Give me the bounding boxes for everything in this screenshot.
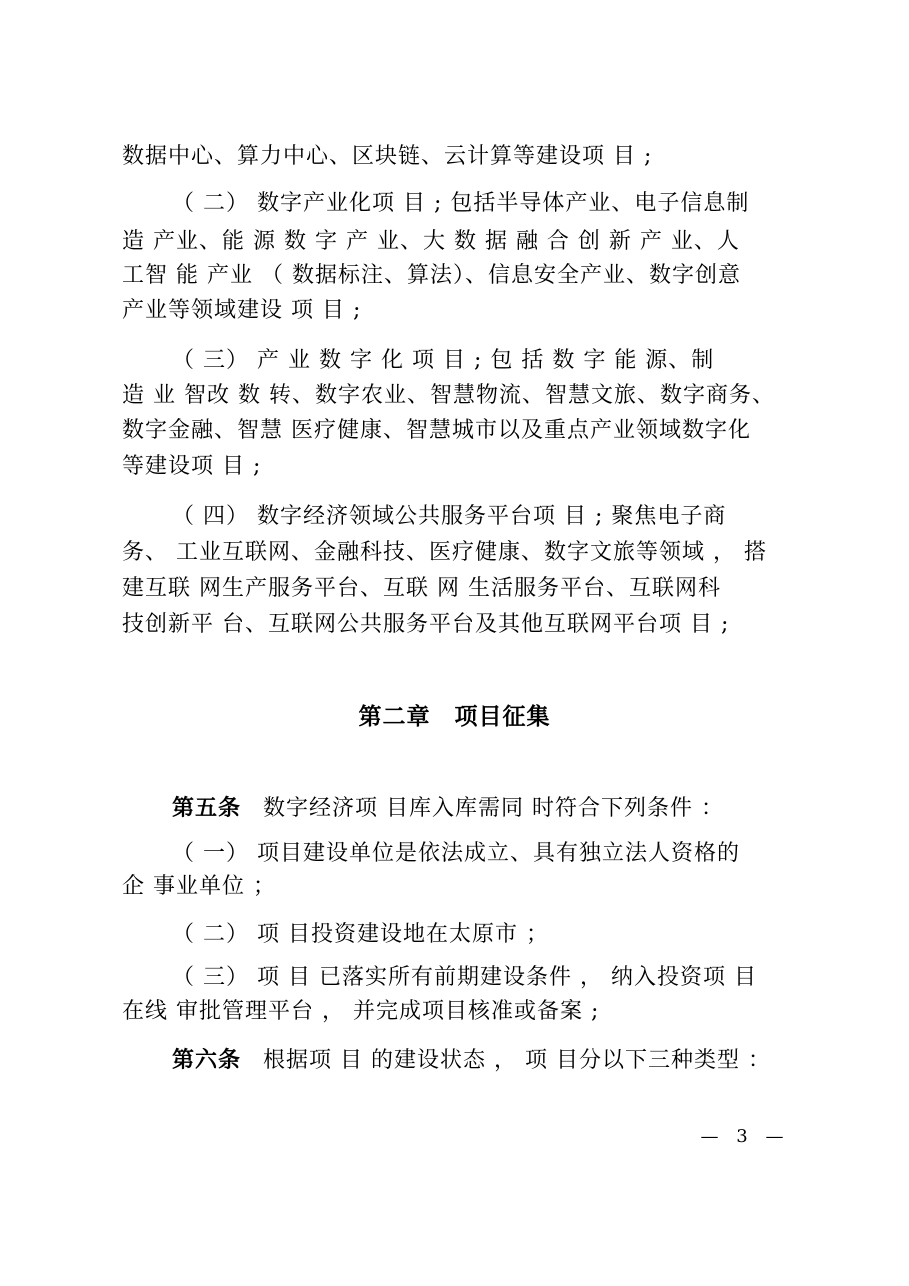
paragraph-line: 务、 工业互联网、金融科技、医疗健康、数字文旅等领域 ， 搭 bbox=[122, 540, 767, 565]
paragraph-line: 等建设项 目 ; bbox=[122, 454, 262, 479]
list-item-line: （ 一） 项目建设单位是依法成立、具有独立法人资格的 bbox=[172, 841, 740, 866]
list-item-line: （ 三） 项 目 已落实所有前期建设条件 ， 纳入投资项 目 bbox=[172, 965, 757, 990]
paragraph-line: 数字金融、智慧 医疗健康、智慧城市以及重点产业领域数字化 bbox=[122, 418, 751, 443]
paragraph-line: 工智 能 产业 （ 数据标注、算法）、信息安全产业、数字创意 bbox=[122, 263, 741, 288]
paragraph-line: （ 三） 产 业 数 字 化 项 目 ; 包 括 数 字 能 源、制 bbox=[172, 348, 715, 373]
chapter-title: 第二章 项目征集 bbox=[358, 704, 551, 730]
article-heading: 第五条 bbox=[172, 796, 242, 821]
article-text: 根据项 目 的建设状态 ， 项 目分以下三种类型 ： bbox=[263, 1048, 771, 1073]
article-five bbox=[172, 793, 802, 825]
article-text: 数字经济项 目库入库需同 时符合下列条件 ： bbox=[263, 796, 724, 821]
article-six bbox=[172, 1045, 802, 1077]
paragraph-line: （ 二） 数字产业化项 目 ; 包括半导体产业、电子信息制 bbox=[172, 191, 750, 216]
paragraph-line: 建互联 网生产服务平台、互联 网 生活服务平台、互联网科 bbox=[122, 576, 721, 601]
paragraph-line: 造 产业、能 源 数 字 产 业、大 数 据 融 合 创 新 产 业、人 bbox=[122, 229, 740, 254]
list-item-line: 在线 审批管理平台 ， 并完成项目核准或备案 ; bbox=[122, 999, 600, 1024]
paragraph-line: 产业等领域建设 项 目 ; bbox=[122, 298, 362, 323]
paragraph-line: 造 业 智改 数 转、数字农业、智慧物流、智慧文旅、数字商务、 bbox=[122, 383, 775, 408]
list-item-line: （ 二） 项 目投资建设地在太原市 ； bbox=[172, 922, 549, 947]
paragraph-line: 技创新平 台、互联网公共服务平台及其他互联网平台项 目 ; bbox=[122, 612, 730, 637]
paragraph-line: 数据中心、算力中心、区块链、云计算等建设项 目 ; bbox=[122, 144, 653, 169]
article-heading: 第六条 bbox=[172, 1048, 242, 1073]
list-item-line: 企 事业单位 ； bbox=[122, 874, 276, 899]
paragraph-line: （ 四） 数字经济领域公共服务平台项 目 ; 聚焦电子商 bbox=[172, 504, 727, 529]
page-number: — 3 — bbox=[700, 1126, 790, 1147]
